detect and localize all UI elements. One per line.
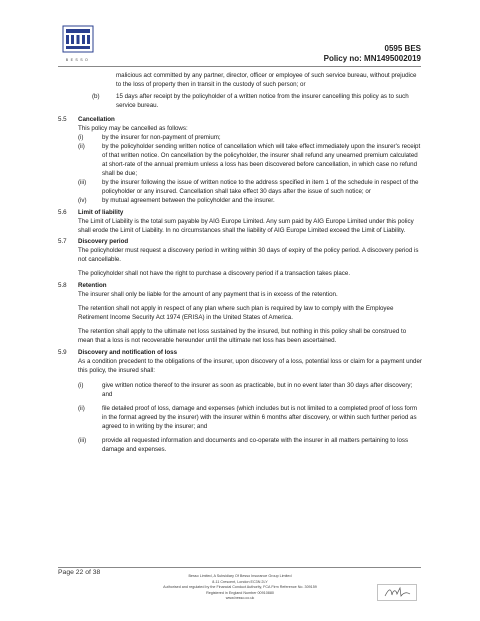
section-title: Limit of liability [78,208,124,216]
list-item: (i) by the insurer for non-payment of premium; [78,133,221,141]
policy-content [58,71,423,454]
page-number: Page 22 of 38 [58,569,101,576]
company-code: 0595 BES [384,44,421,53]
list-item: (ii) file detailed proof of loss, damage and expenses (which includes but is not limited to a completed proof of loss form in the format agreed by the insurer) with the insurer within 6 months after discovery, or within such further period as agreed to in writing by the insurer; and [78,405,418,431]
section-body: The insurer shall only be liable for the amount of any payment that is in excess of the retention. [78,291,338,299]
section-number: 5.8 [58,281,67,289]
besso-logo-icon [60,23,96,57]
list-item: (iii) by the insurer following the issue of written notice to the address specified in item 1 of the schedule in respect of the policyholder or any insured. Cancellation shall take effect 30 days after the issue of such notice; or [78,179,419,196]
section-discovery-notification [58,348,423,454]
footer-line: Besso Limited, A Subsidiary Of Besso Insurance Group Limited [188,574,292,578]
section-body: The policyholder shall not have the right to purchase a discovery period if a transaction takes place. [78,270,351,278]
list-item: (ii) by the policyholder sending written notice of cancellation which will take effect immediately upon the insurer's receipt of that written notice. On cancellation by the policyholder, the insurer shall refund any unearned premium calculated at short-rate of the annual premium unless a loss has been discovered before cancellation, in which case no refund shall be due; [78,142,421,177]
section-title: Retention [78,281,107,289]
section-intro: This policy may be cancelled as follows: [78,124,188,132]
list-item: (i) give written notice thereof to the insurer as soon as practicable, but in no event later than 30 days after discovery; and [78,381,413,398]
section-title: Discovery period [78,238,129,246]
footer-divider [58,567,421,568]
section-number: 5.5 [58,115,67,123]
logo-text: BESSO [65,58,91,62]
section-discovery-period [58,237,423,278]
policy-number: Policy no: MN1495002019 [323,53,421,63]
list-item: (iv) by mutual agreement between the policyholder and the insurer. [78,197,275,205]
section-retention [58,281,423,345]
section-body: The retention shall apply to the ultimate net loss sustained by the insured, but nothing in this policy shall be construed to mean that a loss is not recoverable hereunder until the ultimate net loss has been ascertained. [78,328,407,345]
footer-line: 8-11 Crescent, London EC3N 2LY [212,579,268,584]
company-footer [100,574,380,602]
section-number: 5.9 [58,348,67,356]
section-limit-of-liability [58,208,423,235]
footer-line: Registered in England Number 00910880 [206,590,274,595]
section-body: The retention shall not apply in respect of any plan where such plan is required by law to comply with the Employee Retirement Income Security Act 1974 (ERISA) in the United States of America. [78,305,394,322]
list-item: (iii) provide all requested information and documents and co-operate with the insurer in all matters pertaining to loss damage and expenses. [78,437,409,454]
footer-line: Authorised and regulated by the Financial Conduct Authority, FCA Firm Reference No. 309159 [163,585,317,590]
section-body: The policyholder must request a discovery period in writing within 30 days of expiry of the policy period. A discovery period is not cancellable. [78,247,419,264]
section-number: 5.7 [58,238,67,246]
section-title: Cancellation [78,115,115,123]
section-number: 5.6 [58,208,67,216]
header-divider [58,66,421,67]
signature-stamp-icon [377,584,417,601]
section-body: The Limit of Liability is the total sum payable by AIG Europe Limited. Any sum paid by AIG Europe Limited under this policy shall erode the Limit of Liability. In no circumstances shall the liability of AIG Europe Limited exceed the Limit of Liability. [78,217,414,234]
policy-header [324,44,421,63]
continuation-b: (b) 15 days after receipt by the policyholder of a written notice from the insurer cancelling this policy as to such service bureau. [92,92,409,109]
section-title: Discovery and notification of loss [78,348,178,356]
continuation-a: malicious act committed by any partner, director, officer or employee of such service bureau, without prejudice to the loss of property then in transit in the custody of such person; or [116,72,417,89]
section-intro: As a condition precedent to the obligations of the insurer, upon discovery of a loss, potential loss or claim for a payment under this policy, the insured shall: [78,357,422,374]
footer-line: www.besso.co.uk [225,596,255,601]
section-cancellation [58,115,423,205]
